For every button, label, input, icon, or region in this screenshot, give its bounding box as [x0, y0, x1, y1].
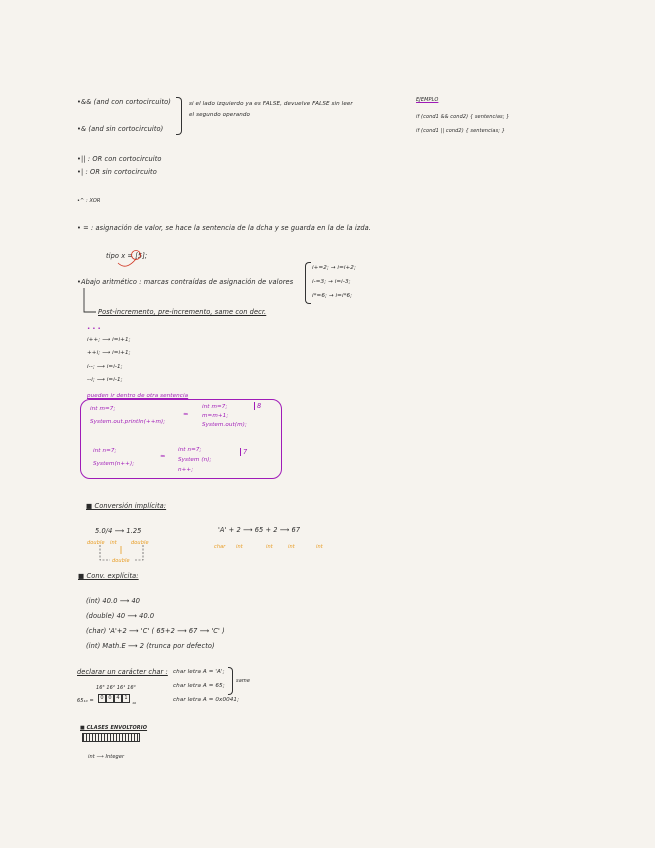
char-decl: char letra A = 'A'; [173, 669, 225, 675]
box-code: m=m+1; [202, 413, 229, 419]
type-label: int [236, 544, 243, 550]
box-code: int n=7; [178, 447, 202, 453]
box-code: System.out.println(++m); [90, 419, 166, 425]
and-short-circuit: •&& (and con cortocircuito) [77, 98, 171, 106]
incdec-line: ++i; ⟶ i=i+1; [87, 350, 131, 356]
dots: • • • [87, 326, 101, 332]
type-label: int [110, 540, 117, 546]
box-code: System (n); [178, 457, 212, 463]
result-top: 8 [254, 402, 261, 410]
type-label: double [131, 540, 149, 546]
type-label: int [266, 544, 273, 550]
explicit-line: (int) Math.E ⟶ 2 (trunca por defecto) [86, 642, 215, 650]
wrapper-line: int ⟶ Integer [88, 754, 125, 760]
compound-op: i+=2; → i=i+2; [312, 265, 356, 271]
brace [228, 667, 233, 695]
assign-example: tipo x = [5]; [106, 252, 148, 260]
compound-title: •Abajo aritmético : marcas contraídas de asignación de valores [77, 278, 294, 286]
and-no-short-circuit: •& (and sin cortocircuito) [77, 125, 164, 133]
type-label: double [112, 558, 130, 564]
implicit-expr-1: 5.0/4 ⟶ 1.25 [95, 527, 142, 535]
or-no-short-circuit: •| : OR sin cortocircuito [77, 168, 157, 176]
hex-powers: 16³ 16² 16¹ 16⁰ [96, 685, 136, 691]
hex-digit: 0 [106, 694, 114, 703]
approx-sign: ≈ [160, 452, 166, 460]
ejemplo-title: EJEMPLO [416, 97, 439, 103]
ejemplo-or: if (cond1 || cond2) { sentencias; } [416, 128, 506, 134]
hex-label: 65₁₀ = [77, 698, 94, 704]
or-short-circuit: •|| : OR con cortocircuito [77, 155, 162, 163]
note-line-1: si el lado izquierdo ya es FALSE, devuelve FALSE sin leer [189, 101, 353, 107]
type-label: int [316, 544, 323, 550]
inc-dec-subtitle: Post-incremento, pre-incremento, same con decr. [98, 308, 267, 316]
result-bottom: 7 [240, 448, 247, 456]
type-label: char [214, 544, 226, 550]
implicit-title: ■ Conversión implícita: [86, 502, 167, 510]
box-code: System(n++); [93, 461, 135, 467]
type-label: double [87, 540, 105, 546]
char-decl: char letra A = 0x0041; [173, 697, 240, 703]
incdec-line: i++; ⟶ i=i+1; [87, 337, 131, 343]
box-code: int m=7; [90, 406, 116, 412]
compound-op: i-=3; → i=i-3; [312, 279, 351, 285]
box-code: int m=7; [202, 404, 228, 410]
incdec-line: --i; ⟶ i=i-1; [87, 377, 123, 383]
compound-op: i*=6; → i=i*6; [312, 293, 353, 299]
box-code: System.out(m); [202, 422, 247, 428]
ejemplo-and: if (cond1 && cond2) { sentencias; } [416, 114, 510, 120]
explicit-title: ■ Conv. explícita: [78, 572, 139, 580]
xor-line: •^ : XOR [77, 198, 101, 204]
char-title: declarar un carácter char : [77, 668, 168, 676]
hex-digit: 1 [122, 694, 130, 703]
note-line-2: el segundo operando [189, 112, 251, 118]
explicit-line: (int) 40.0 ⟶ 40 [86, 597, 141, 605]
wrapper-title: ■ CLASES ENVOLTORIO [80, 725, 148, 731]
assign-line: • = : asignación de valor, se hace la sentencia de la dcha y se guarda en la de la izda. [77, 224, 371, 232]
char-decl: char letra A = 65; [173, 683, 225, 689]
explicit-line: (char) 'A'+2 ⟶ 'C' ( 65+2 ⟶ 67 ⟶ 'C' ) [86, 627, 225, 635]
same-label: same [236, 678, 251, 684]
box-code: int n=7; [93, 448, 117, 454]
type-label: int [288, 544, 295, 550]
incdec-line: i--; ⟶ i=i-1; [87, 364, 123, 370]
highlight-bar [82, 733, 140, 742]
approx-sign: ≈ [183, 410, 189, 418]
explicit-line: (double) 40 ⟶ 40.0 [86, 612, 155, 620]
incdec-note: pueden ir dentro de otra sentencia [87, 393, 189, 399]
hex-digit: 0 [98, 694, 106, 703]
box-code: n++; [178, 467, 194, 473]
implicit-expr-2: 'A' + 2 ⟶ 65 + 2 ⟶ 67 [218, 526, 301, 534]
hex-digit: 4 [114, 694, 122, 703]
hex-sub: ₁₆ [132, 700, 137, 706]
